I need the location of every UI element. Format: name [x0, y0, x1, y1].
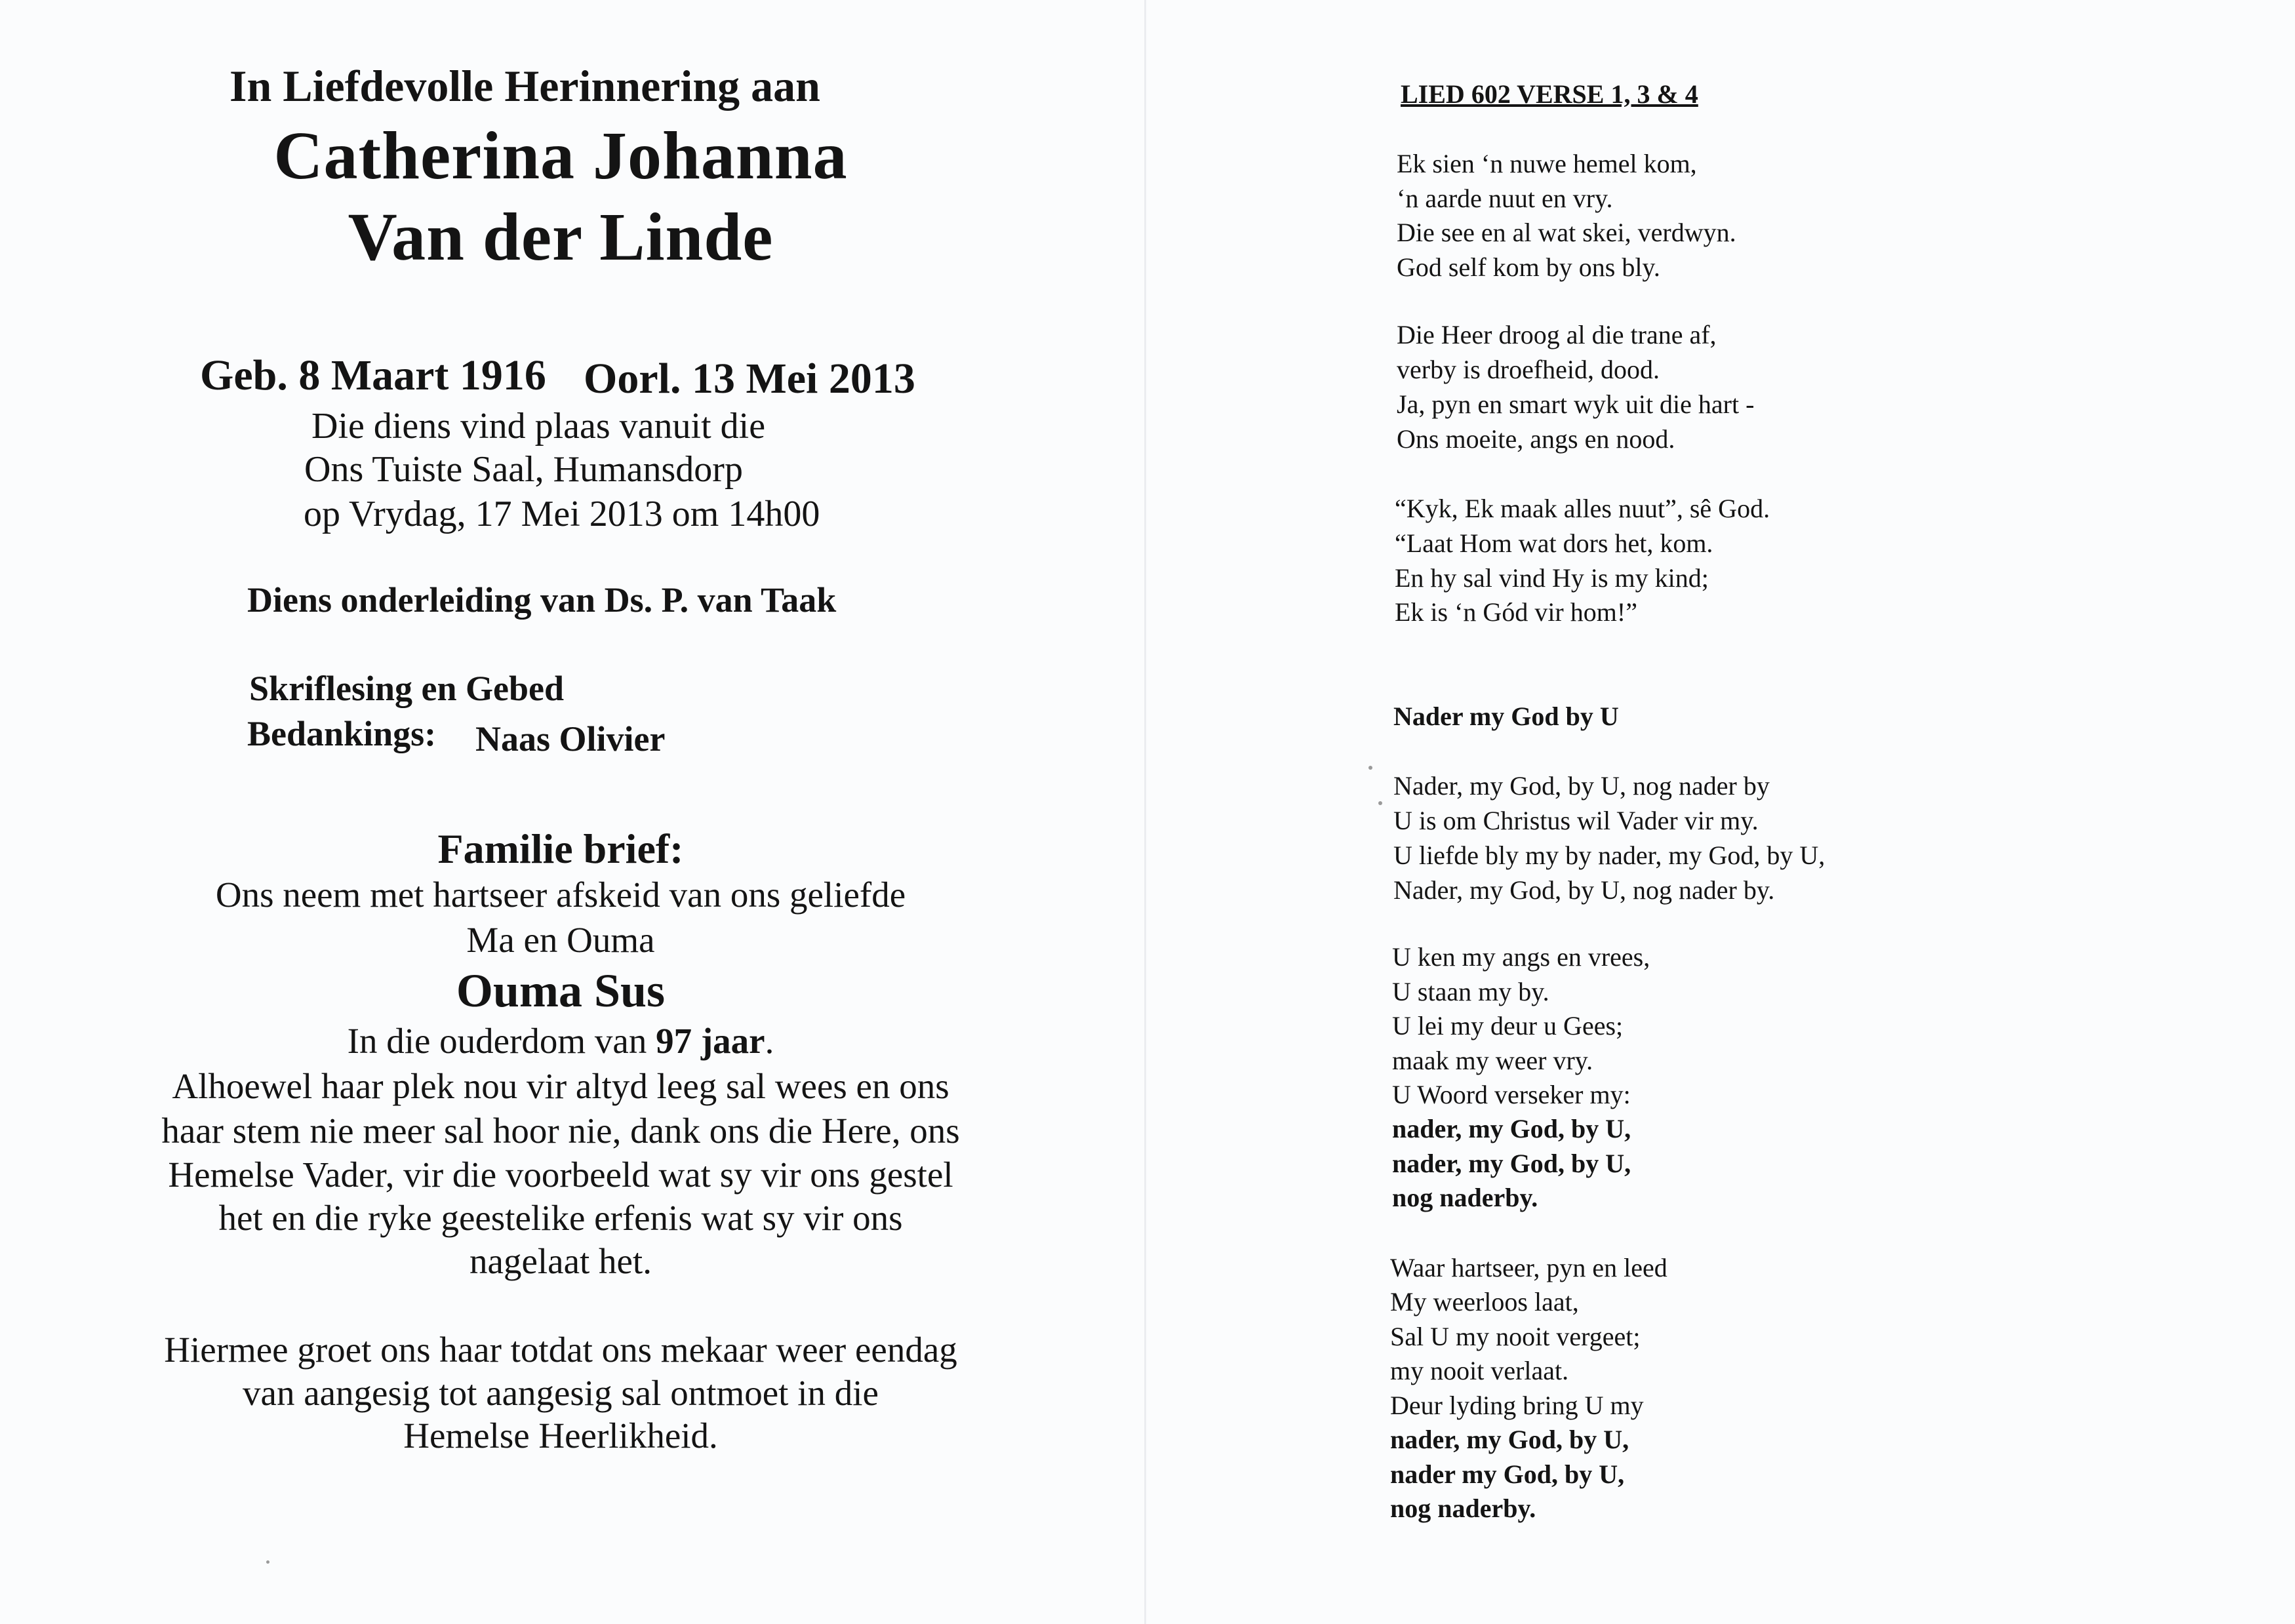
left-page [79, 0, 1043, 1624]
age-line [79, 1020, 1043, 1061]
hymn-line: verby is droefheid, dood. [1397, 355, 1660, 384]
family-letter-heading: Familie brief: [437, 825, 684, 872]
farewell-line: Hemelse Heerlikheid. [403, 1416, 718, 1456]
scan-speck [266, 1560, 269, 1564]
hymn-line: Sal U my nooit vergeet; [1390, 1322, 1641, 1351]
service-line: Ons Tuiste Saal, Humansdorp [304, 449, 743, 490]
hymn-line: ‘n aarde nuut en vry. [1397, 184, 1613, 213]
hymn-line: U is om Christus wil Vader vir my. [1393, 806, 1759, 835]
age-suffix: . [765, 1021, 774, 1061]
family-letter-line: Ons neem met hartseer afskeid van ons geliefde [215, 875, 906, 915]
age-prefix: In die ouderdom van [347, 1021, 656, 1061]
tribute-line: haar stem nie meer sal hoor nie, dank ons die Here, ons [161, 1111, 960, 1151]
hymn-line: My weerloos laat, [1390, 1287, 1579, 1317]
hymn-line: U ken my angs en vrees, [1392, 942, 1650, 972]
scan-speck [1378, 801, 1382, 805]
hymn-line: my nooit verlaat. [1390, 1356, 1569, 1385]
farewell-line: van aangesig tot aangesig sal ontmoet in die [243, 1373, 879, 1413]
hymn-line: “Kyk, Ek maak alles nuut”, sê God. [1395, 494, 1770, 523]
thanks-name: Naas Olivier [475, 719, 666, 759]
hymn-title: LIED 602 VERSE 1, 3 & 4 [1401, 79, 1698, 109]
officiant: Diens onderleiding van Ds. P. van Taak [247, 580, 837, 620]
tribute-line: nagelaat het. [469, 1241, 652, 1281]
hymn-line: Die Heer droog al die trane af, [1397, 320, 1717, 349]
family-letter-line: Ma en Ouma [466, 920, 655, 960]
hymn-line: Die see en al wat skei, verdwyn. [1397, 218, 1736, 247]
hymn-title: Nader my God by U [1393, 702, 1619, 731]
hymn-line: Ja, pyn en smart wyk uit die hart - [1397, 389, 1755, 419]
deceased-name-line1: Catherina Johanna [273, 118, 848, 193]
deceased-name-line2: Van der Linde [348, 199, 774, 275]
hymn-line: maak my weer vry. [1392, 1046, 1593, 1075]
hymn-refrain-line: nader, my God, by U, [1392, 1114, 1631, 1143]
thanks-label: Bedankings: [247, 714, 437, 753]
service-line: Die diens vind plaas vanuit die [311, 406, 766, 446]
tribute-line: het en die ryke geestelike erfenis wat sy vir ons [218, 1198, 903, 1238]
hymn-line: “Laat Hom wat dors het, kom. [1395, 528, 1713, 558]
tribute-line: Alhoewel haar plek nou vir altyd leeg sal wees en ons [172, 1066, 949, 1106]
nickname: Ouma Sus [456, 964, 666, 1017]
scan-speck [1368, 766, 1372, 770]
hymn-line: Nader, my God, by U, nog nader by. [1393, 875, 1775, 905]
hymn-line: Nader, my God, by U, nog nader by [1393, 771, 1770, 801]
hymn-line: Ek is ‘n Gód vir hom!” [1395, 597, 1637, 627]
hymn-refrain-line: nog naderby. [1392, 1183, 1538, 1212]
dedication: In Liefdevolle Herinnering aan [230, 61, 820, 111]
farewell-line: Hiermee groet ons haar totdat ons mekaar weer eendag [164, 1330, 957, 1370]
hymn-refrain-line: nader, my God, by U, [1392, 1149, 1631, 1178]
hymn-refrain-line: nader my God, by U, [1390, 1459, 1625, 1489]
hymn-line: Deur lyding bring U my [1390, 1391, 1644, 1420]
hymn-line: U Woord verseker my: [1392, 1080, 1631, 1109]
hymn-line: U staan my by. [1392, 977, 1549, 1006]
age-value: 97 jaar [656, 1021, 765, 1061]
page-fold [1144, 0, 1146, 1624]
hymn-line: Ek sien ‘n nuwe hemel kom, [1397, 149, 1697, 178]
birth-date: Geb. 8 Maart 1916 [200, 351, 546, 399]
hymn-line: Ons moeite, angs en nood. [1397, 424, 1675, 454]
right-page [1387, 0, 2174, 1624]
hymn-line: En hy sal vind Hy is my kind; [1395, 563, 1709, 593]
death-date: Oorl. 13 Mei 2013 [584, 355, 915, 403]
hymn-line: U lei my deur u Gees; [1392, 1011, 1624, 1040]
tribute-line: Hemelse Vader, vir die voorbeeld wat sy vir ons gestel [168, 1155, 953, 1195]
hymn-line: God self kom by ons bly. [1397, 252, 1660, 282]
reading-and-prayer: Skriflesing en Gebed [249, 669, 565, 708]
hymn-line: Waar hartseer, pyn en leed [1390, 1253, 1667, 1282]
hymn-refrain-line: nader, my God, by U, [1390, 1425, 1629, 1454]
hymn-refrain-line: nog naderby. [1390, 1494, 1536, 1523]
service-line: op Vrydag, 17 Mei 2013 om 14h00 [304, 494, 820, 534]
hymn-line: U liefde bly my by nader, my God, by U, [1393, 841, 1826, 870]
